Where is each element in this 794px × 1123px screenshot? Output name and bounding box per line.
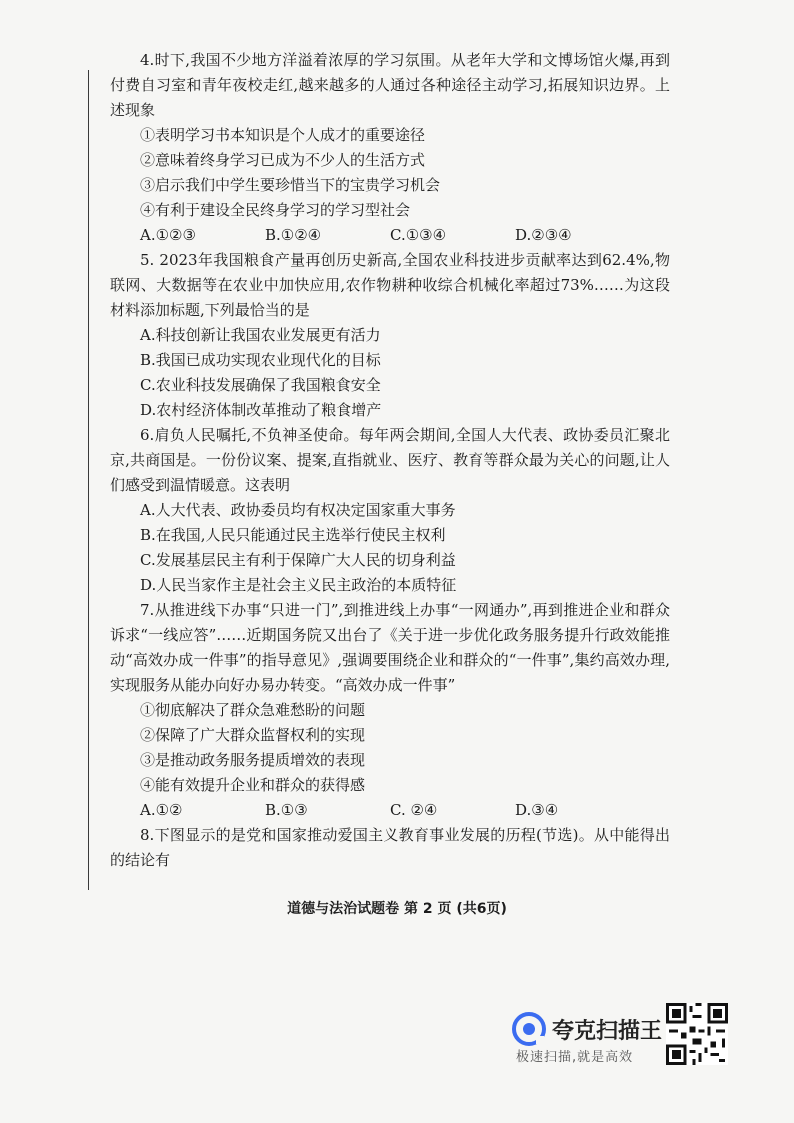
choice-b: B.①②④ — [265, 226, 322, 244]
question-8-stem: 8.下图显示的是党和国家推动爱国主义教育事业发展的历程(节选)。从中能得出的结论有 — [110, 826, 670, 869]
scanner-brand-name: 夸克扫描王 — [552, 1019, 663, 1044]
scanner-logo-icon — [512, 1012, 546, 1046]
question-4 — [110, 48, 670, 248]
statement-item: ④有利于建设全民终身学习的学习型社会 — [140, 201, 411, 219]
question-8 — [110, 823, 670, 873]
qr-code-icon — [666, 1003, 728, 1065]
statement-item: ②保障了广大群众监督权利的实现 — [140, 726, 366, 744]
question-4-stem: 4.时下,我国不少地方洋溢着浓厚的学习氛围。从老年大学和文博场馆火爆,再到付费自习室和青年夜校走红,越来越多的人通过各种途径主动学习,拓展知识边界。上述现象 — [110, 51, 670, 119]
choice-a: A.人大代表、政协委员均有权决定国家重大事务 — [140, 501, 456, 519]
choice-d: D.农村经济体制改革推动了粮食增产 — [140, 401, 382, 419]
choice-c: C.发展基层民主有利于保障广大人民的切身利益 — [140, 551, 456, 569]
choice-c: C.农业科技发展确保了我国粮食安全 — [140, 376, 381, 394]
answer-choices — [110, 223, 670, 248]
statement-item: ①彻底解决了群众急难愁盼的问题 — [140, 701, 366, 719]
choice-c: C. ②④ — [390, 801, 438, 819]
exam-page — [110, 48, 670, 873]
question-5-stem: 5. 2023年我国粮食产量再创历史新高,全国农业科技进步贡献率达到62.4%,物联网、大数据等在农业中加快应用,农作物耕种收综合机械化率超过73%……为这段材料添加标题,下列最恰当的是 — [110, 251, 670, 319]
choice-a: A.①② — [140, 801, 183, 819]
choice-a: A.①②③ — [140, 226, 196, 244]
choice-a: A.科技创新让我国农业发展更有活力 — [140, 326, 381, 344]
scanner-slogan: 极速扫描,就是高效 — [516, 1050, 634, 1065]
statement-item: ①表明学习书本知识是个人成才的重要途径 — [140, 126, 426, 144]
question-6-stem: 6.肩负人民嘱托,不负神圣使命。每年两会期间,全国人大代表、政协委员汇聚北京,共商国是。一份份议案、提案,直指就业、医疗、教育等群众最为关心的问题,让人们感受到温情暖意。这表明 — [110, 426, 670, 494]
choice-b: B.在我国,人民只能通过民主选举行使民主权利 — [140, 526, 446, 544]
statement-item: ③启示我们中学生要珍惜当下的宝贵学习机会 — [140, 176, 441, 194]
question-6 — [110, 423, 670, 598]
choice-b: B.我国已成功实现农业现代化的目标 — [140, 351, 381, 369]
question-5 — [110, 248, 670, 423]
statement-item: ②意味着终身学习已成为不少人的生活方式 — [140, 151, 426, 169]
page-footer: 道德与法治试题卷 第 2 页 (共6页) — [287, 901, 507, 917]
choice-c: C.①③④ — [390, 226, 447, 244]
choice-d: D.人民当家作主是社会主义民主政治的本质特征 — [140, 576, 457, 594]
choice-d: D.③④ — [515, 801, 559, 819]
scanner-watermark — [512, 1004, 662, 1070]
question-7-stem: 7.从推进线下办事“只进一门”,到推进线上办事“一网通办”,再到推进企业和群众诉求“一线应答”……近期国务院又出台了《关于进一步优化政务服务提升行政效能推动“高效办成一件事”的指导意见》,强调要围绕企业和群众的“一件事”,集约高效办理,实现服务从能办向好办易办转变。“高效办成一件事” — [110, 601, 670, 694]
choice-d: D.②③④ — [515, 226, 572, 244]
answer-choices — [110, 798, 670, 823]
choice-b: B.①③ — [265, 801, 308, 819]
statement-item: ③是推动政务服务提质增效的表现 — [140, 751, 366, 769]
question-7 — [110, 598, 670, 823]
statement-item: ④能有效提升企业和群众的获得感 — [140, 776, 366, 794]
binding-margin-line — [88, 70, 89, 890]
